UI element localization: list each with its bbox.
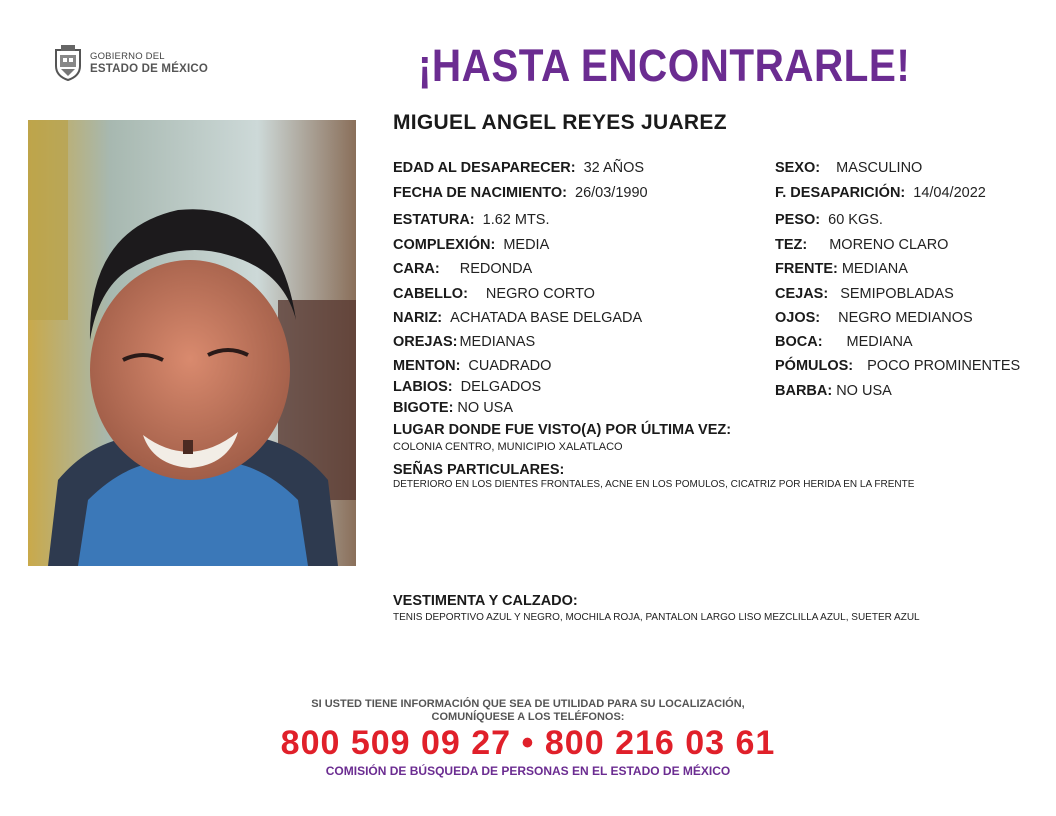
field-value: MEDIANAS bbox=[459, 334, 536, 350]
field-label: NARIZ: bbox=[393, 310, 443, 326]
last-seen-value: COLONIA CENTRO, MUNICIPIO XALATLACO bbox=[393, 441, 623, 453]
government-logo bbox=[52, 44, 208, 82]
field-barba bbox=[775, 383, 892, 399]
field-label: OREJAS: bbox=[393, 334, 458, 350]
field-value: DELGADOS bbox=[460, 379, 542, 395]
last-seen-label: LUGAR DONDE FUE VISTO(A) POR ÚLTIMA VEZ: bbox=[393, 422, 732, 438]
field-complexion bbox=[393, 237, 549, 253]
field-label: CABELLO: bbox=[393, 286, 468, 302]
field-value: 1.62 MTS. bbox=[482, 212, 550, 228]
field-tez bbox=[775, 237, 948, 253]
field-label: SEXO: bbox=[775, 160, 821, 176]
field-peso bbox=[775, 212, 883, 228]
field-estatura bbox=[393, 212, 550, 228]
field-value: SEMIPOBLADAS bbox=[840, 286, 954, 302]
phone-1[interactable]: 800 509 09 27 bbox=[280, 724, 512, 762]
field-cara bbox=[393, 261, 532, 277]
field-value: MASCULINO bbox=[836, 160, 923, 176]
field-fecha-nacimiento bbox=[393, 185, 648, 201]
field-value: NEGRO MEDIANOS bbox=[838, 310, 973, 326]
field-label: BIGOTE: bbox=[393, 400, 454, 416]
field-value: NO USA bbox=[457, 400, 514, 416]
field-edad bbox=[393, 160, 644, 176]
marks-label: SEÑAS PARTICULARES: bbox=[393, 462, 565, 478]
field-label: BOCA: bbox=[775, 334, 823, 350]
logo-line-2: ESTADO DE MÉXICO bbox=[90, 63, 208, 75]
field-label: OJOS: bbox=[775, 310, 821, 326]
field-label: LABIOS: bbox=[393, 379, 453, 395]
field-value: 32 AÑOS bbox=[583, 160, 645, 176]
contact-info-line-2: COMUNÍQUESE A LOS TELÉFONOS: bbox=[431, 711, 625, 723]
field-label: F. DESAPARICIÓN: bbox=[775, 185, 906, 201]
field-value: 26/03/1990 bbox=[575, 185, 648, 201]
field-value: NO USA bbox=[836, 383, 892, 399]
field-label: PESO: bbox=[775, 212, 821, 228]
coat-of-arms-icon bbox=[52, 44, 84, 82]
field-value: REDONDA bbox=[459, 261, 533, 277]
clothing-value: TENIS DEPORTIVO AZUL Y NEGRO, MOCHILA ROJA, PANTALON LARGO LISO MEZCLILLA AZUL, SUETER AZUL bbox=[393, 612, 920, 623]
contact-info bbox=[0, 698, 1056, 724]
phone-separator: • bbox=[511, 724, 545, 762]
field-label: ESTATURA: bbox=[393, 212, 475, 228]
field-value: 60 KGS. bbox=[828, 212, 883, 228]
field-labios bbox=[393, 379, 541, 395]
field-ojos bbox=[775, 310, 973, 326]
field-value: MEDIA bbox=[503, 237, 550, 253]
field-label: PÓMULOS: bbox=[775, 358, 854, 374]
logo-text bbox=[90, 51, 208, 75]
field-cabello bbox=[393, 286, 595, 302]
field-orejas bbox=[393, 334, 535, 350]
field-frente bbox=[775, 261, 908, 277]
field-value: MEDIANA bbox=[841, 261, 908, 277]
phone-numbers bbox=[0, 724, 1056, 763]
person-photo bbox=[28, 120, 356, 566]
person-name: MIGUEL ANGEL REYES JUAREZ bbox=[393, 111, 727, 134]
field-label: COMPLEXIÓN: bbox=[393, 237, 496, 253]
field-cejas bbox=[775, 286, 954, 302]
commission-name: COMISIÓN DE BÚSQUEDA DE PERSONAS EN EL ESTADO DE MÉXICO bbox=[325, 764, 731, 778]
field-label: FECHA DE NACIMIENTO: bbox=[393, 185, 567, 201]
field-boca bbox=[775, 334, 913, 350]
field-value: POCO PROMINENTES bbox=[867, 358, 1021, 374]
field-label: CARA: bbox=[393, 261, 440, 277]
field-value: CUADRADO bbox=[468, 358, 552, 374]
field-label: TEZ: bbox=[775, 237, 808, 253]
field-label: BARBA: bbox=[775, 383, 833, 399]
field-sexo bbox=[775, 160, 922, 176]
field-label: FRENTE: bbox=[775, 261, 838, 277]
logo-line-1: GOBIERNO DEL bbox=[90, 51, 165, 62]
field-value: ACHATADA BASE DELGADA bbox=[450, 310, 643, 326]
field-label: MENTON: bbox=[393, 358, 461, 374]
field-value: 14/04/2022 bbox=[913, 185, 986, 201]
headline: ¡HASTA ENCONTRARLE! bbox=[418, 40, 911, 91]
phone-2[interactable]: 800 216 03 61 bbox=[544, 724, 776, 762]
marks-value: DETERIORO EN LOS DIENTES FRONTALES, ACNE EN LOS POMULOS, CICATRIZ POR HERIDA EN LA FRENTE bbox=[393, 479, 915, 490]
field-value: NEGRO CORTO bbox=[485, 286, 595, 302]
field-pomulos bbox=[775, 358, 1020, 374]
contact-info-line-1: SI USTED TIENE INFORMACIÓN QUE SEA DE UTILIDAD PARA SU LOCALIZACIÓN, bbox=[311, 698, 745, 710]
field-label: CEJAS: bbox=[775, 286, 829, 302]
field-value: MEDIANA bbox=[846, 334, 913, 350]
field-value: MORENO CLARO bbox=[829, 237, 949, 253]
field-label: EDAD AL DESAPARECER: bbox=[393, 160, 576, 176]
field-f-desaparicion bbox=[775, 185, 986, 201]
field-menton bbox=[393, 358, 551, 374]
clothing-label: VESTIMENTA Y CALZADO: bbox=[393, 593, 578, 609]
field-nariz bbox=[393, 310, 642, 326]
field-bigote bbox=[393, 400, 513, 416]
